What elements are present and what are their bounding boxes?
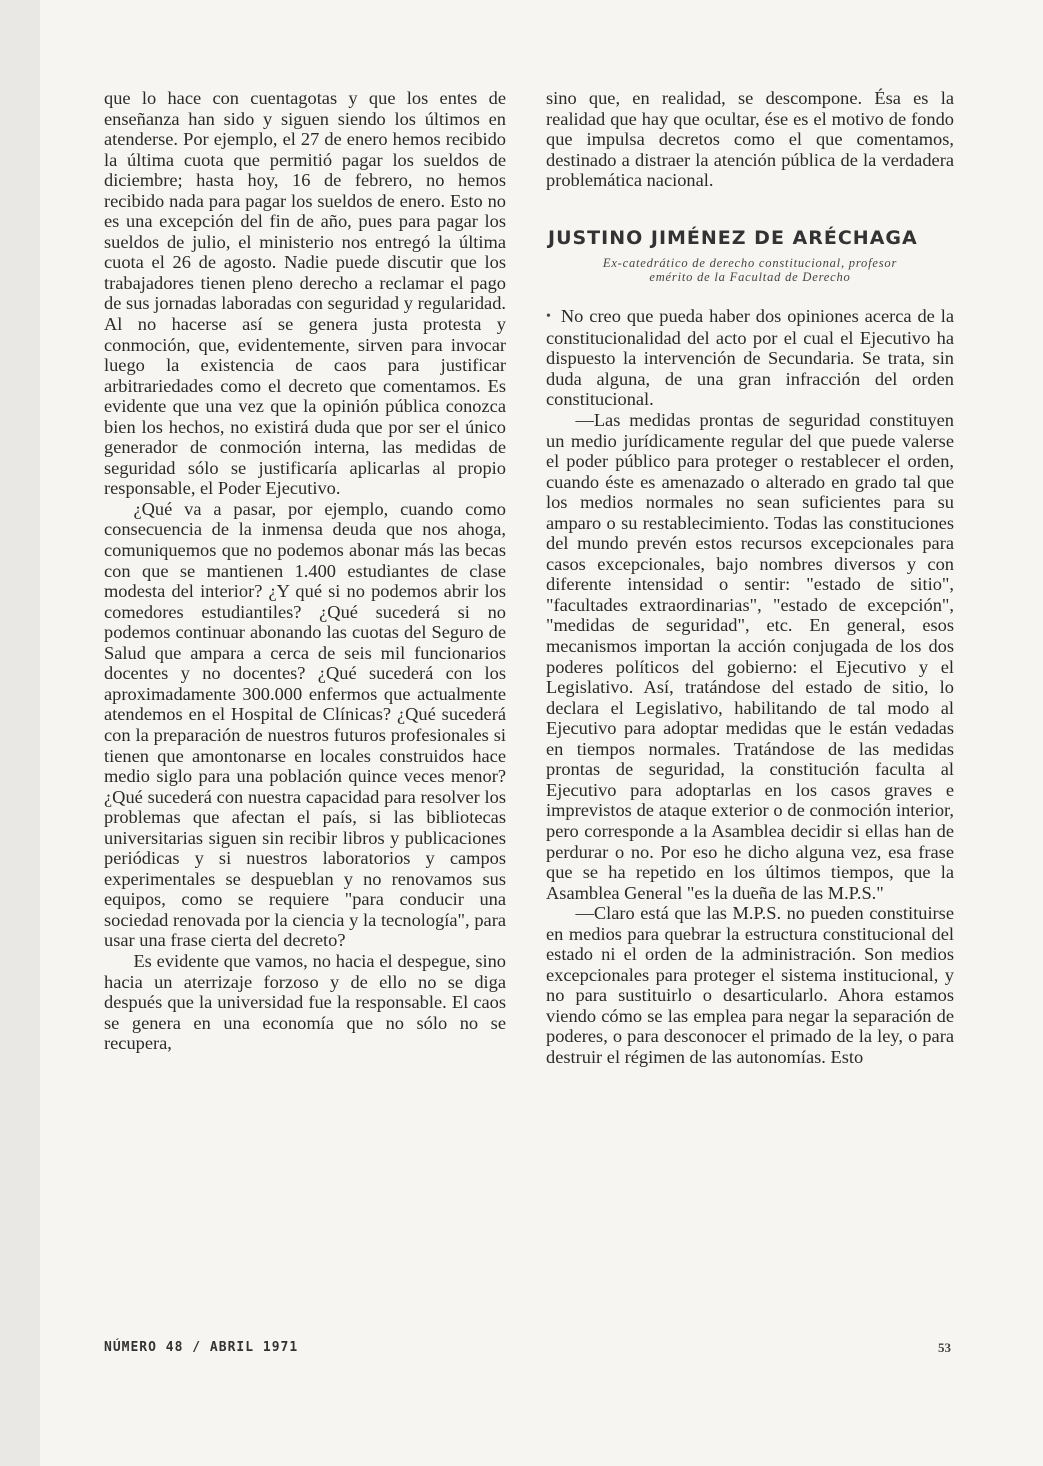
affiliation-line-1: Ex-catedrático de derecho constitucional, profesor [602, 256, 898, 271]
author-name: JUSTINO JIMÉNEZ DE ARÉCHAGA [548, 226, 918, 249]
scan-edge-left [0, 0, 40, 1466]
left-paragraph-2: ¿Qué va a pasar, por ejemplo, cuando como consecuencia de la inmensa deuda que nos ahoga, comuniquemos que no podemos abonar más las becas con que se mantienen 1.400 estudiantes de clase modesta del interior? ¿Y qué si no podemos abrir los comedores estudiantiles? ¿Qué sucederá si no podemos continuar abonando las cuotas del Seguro de Salud que ampara a cerca de seis mil funcionarios docentes y no docentes? ¿Qué sucederá con los aproximadamente 300.000 enfermos que actualmente atendemos en el Hospital de Clínicas? ¿Qué sucederá con la preparación de nuestros futuros profesionales si tienen que amontonarse en locales construidos hace medio siglo para una población quince veces menor? ¿Qué sucederá con nuestra capacidad para resolver los problemas que afectan el país, si las bibliotecas universitarias siguen sin recibir libros y publicaciones periódicas y si nuestros laboratorios y campos experimentales se despueblan y no renovamos sus equipos, como se requiere "para conducir una sociedad renovada por la ciencia y la tecnología", para usar una frase cierta del decreto? [104, 498, 506, 951]
right-paragraph-0: sino que, en realidad, se descompone. Ésa es la realidad que hay que ocultar, ése es el motivo de fondo que impulsa decretos como el que comentamos, destinado a distraer la atención pública de la verdadera problemática nacional. [546, 88, 954, 191]
right-paragraph-2: —Las medidas prontas de seguridad constituyen un medio jurídicamente regular del que puede valerse el poder público para proteger o restablecer el orden, cuando éste es amenazado o alterado en grado tal que los medios normales no sean suficientes para su amparo o su restablecimiento. Todas las constituciones del mundo prevén estos recursos excepcionales para casos excepcionales, bajo nombres diversos y con diferente intensidad o sentir: "estado de sitio", "facultades extraordinarias", "estado de excepción", "medidas de seguridad", etc. En general, esos mecanismos importan la acción conjugada de los dos poderes políticos del gobierno: el Ejecutivo y el Legislativo. Así, tratándose del estado de sitio, lo declara el Legislativo, habilitando de tal modo al Ejecutivo para adoptar medidas que le están vedadas en tiempos normales. Tratándose de las medidas prontas de seguridad, la constitución faculta al Ejecutivo para adoptarlas en los casos graves e imprevistos de ataque exterior o de conmoción interior, pero corresponde a la Asamblea decidir si ellas han de perdurar o no. Por eso he dicho alguna vez, esa frase que se ha repetido en los últimos tiempos, que la Asamblea General "es la dueña de las M.P.S." [546, 410, 954, 903]
right-paragraph-3: —Claro está que las M.P.S. no pueden constituirse en medios para quebrar la estructura constitucional del estado ni el orden de la administración. Son medios excepcionales para proteger el sistema institucional, y no para sustituirlo o desarticularlo. Ahora estamos viendo cómo se las emplea para negar la separación de poderes, o para desconocer el primado de la ley, o para destruir el régimen de las autonomías. Esto [546, 903, 954, 1067]
left-column [104, 88, 506, 1054]
affiliation-line-2: emérito de la Facultad de Derecho [649, 270, 851, 285]
right-column [546, 88, 954, 1068]
page-number: 53 [938, 1340, 951, 1355]
issue-footer: NÚMERO 48 / ABRIL 1971 [104, 1340, 299, 1355]
left-paragraph-1: que lo hace con cuentagotas y que los entes de enseñanza han sido y siguen siendo los últimos en atenderse. Por ejemplo, el 27 de enero hemos recibido la última cuota que permitió pagar los sueldos de diciembre; hasta hoy, 16 de febrero, no hemos recibido nada para pagar los sueldos de enero. Esto no es una excepción del fin de año, pues para pagar los sueldos de julio, el ministerio nos entregó la última cuota el 26 de agosto. Nadie puede discutir que los trabajadores tienen pleno derecho a reclamar el pago de sus jornadas laboradas con seguridad y regularidad. Al no hacerse así se genera justa protesta y conmoción, que, evidentemente, sirven para invocar luego la existencia de caos para justificar arbitrariedades como el decreto que comentamos. Es evidente que una vez que la opinión pública conozca bien los hechos, no existirá duda que por ser el único generador de conmoción interna, las medidas de seguridad sólo se justificaría aplicarlas al propio responsable, el Poder Ejecutivo. [104, 88, 506, 499]
right-paragraph-1: • No creo que pueda haber dos opiniones acerca de la constitucionalidad del acto por el cual el Ejecutivo ha dispuesto la intervención de Secundaria. Se trata, sin duda alguna, de una gran infracción del orden constitucional. [546, 306, 954, 410]
author-affiliation [546, 256, 954, 284]
left-paragraph-3: Es evidente que vamos, no hacia el despegue, sino hacia un aterrizaje forzoso y de ello no se diga después que la universidad fue la responsable. El caos se genera en una economía que no sólo no se recupera, [104, 950, 506, 1054]
